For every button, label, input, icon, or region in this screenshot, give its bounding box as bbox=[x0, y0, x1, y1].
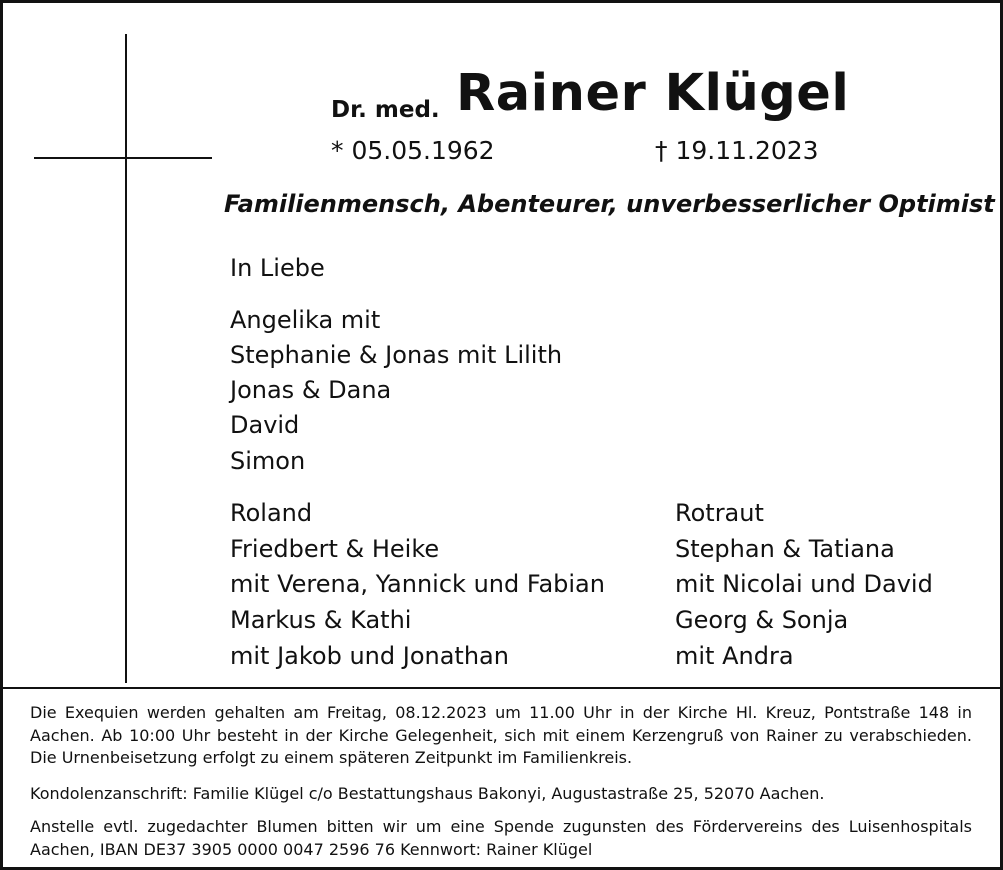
relatives-right-line: Stephan & Tatiana bbox=[675, 535, 895, 563]
cross-horizontal-bar bbox=[34, 157, 212, 159]
family-line: Stephanie & Jonas mit Lilith bbox=[230, 341, 563, 369]
family-line: David bbox=[230, 411, 300, 439]
mourners-intro: In Liebe bbox=[230, 254, 325, 282]
section-divider bbox=[3, 687, 1000, 689]
relatives-right-line: mit Nicolai und David bbox=[675, 570, 933, 598]
relatives-right-line: Rotraut bbox=[675, 499, 764, 527]
family-line: Simon bbox=[230, 447, 306, 475]
relatives-left-line: Roland bbox=[230, 499, 313, 527]
birth-date: * 05.05.1962 bbox=[331, 136, 495, 165]
title-prefix: Dr. med. bbox=[331, 97, 440, 123]
service-info: Die Exequien werden gehalten am Freitag, 08.12.2023 um 11.00 Uhr in der Kirche Hl. Kreuz, Pontstraße 148 in Aachen. Ab 10:00 Uhr besteht in der Kirche Gelegenheit, sich mit einem Kerzengruß von Rainer zu verabschieden. Die Urnenbeisetzung erfolgt zu einem späteren Zeitpunkt im Familienkreis. bbox=[30, 703, 972, 767]
relatives-left-line: Markus & Kathi bbox=[230, 606, 412, 634]
family-line: Angelika mit bbox=[230, 306, 381, 334]
motto: Familienmensch, Abenteurer, unverbesserlicher Optimist bbox=[224, 190, 995, 218]
relatives-left-line: mit Verena, Yannick und Fabian bbox=[230, 570, 605, 598]
family-line: Jonas & Dana bbox=[230, 376, 392, 404]
relatives-left-line: Friedbert & Heike bbox=[230, 535, 440, 563]
donation-info: Anstelle evtl. zugedachter Blumen bitten wir um eine Spende zugunsten des Fördervereins des Luisenhospitals Aachen, IBAN DE37 3905 0000 0047 2596 76 Kennwort: Rainer Klügel bbox=[30, 817, 972, 859]
relatives-right-line: Georg & Sonja bbox=[675, 606, 849, 634]
death-date: † 19.11.2023 bbox=[655, 136, 819, 165]
deceased-name: Rainer Klügel bbox=[456, 64, 850, 123]
relatives-left-line: mit Jakob und Jonathan bbox=[230, 642, 509, 670]
cross-vertical-bar bbox=[125, 34, 127, 683]
relatives-right-line: mit Andra bbox=[675, 642, 794, 670]
condolence-address: Kondolenzanschrift: Familie Klügel c/o Bestattungshaus Bakonyi, Augustastraße 25, 52070 Aachen. bbox=[30, 784, 825, 803]
